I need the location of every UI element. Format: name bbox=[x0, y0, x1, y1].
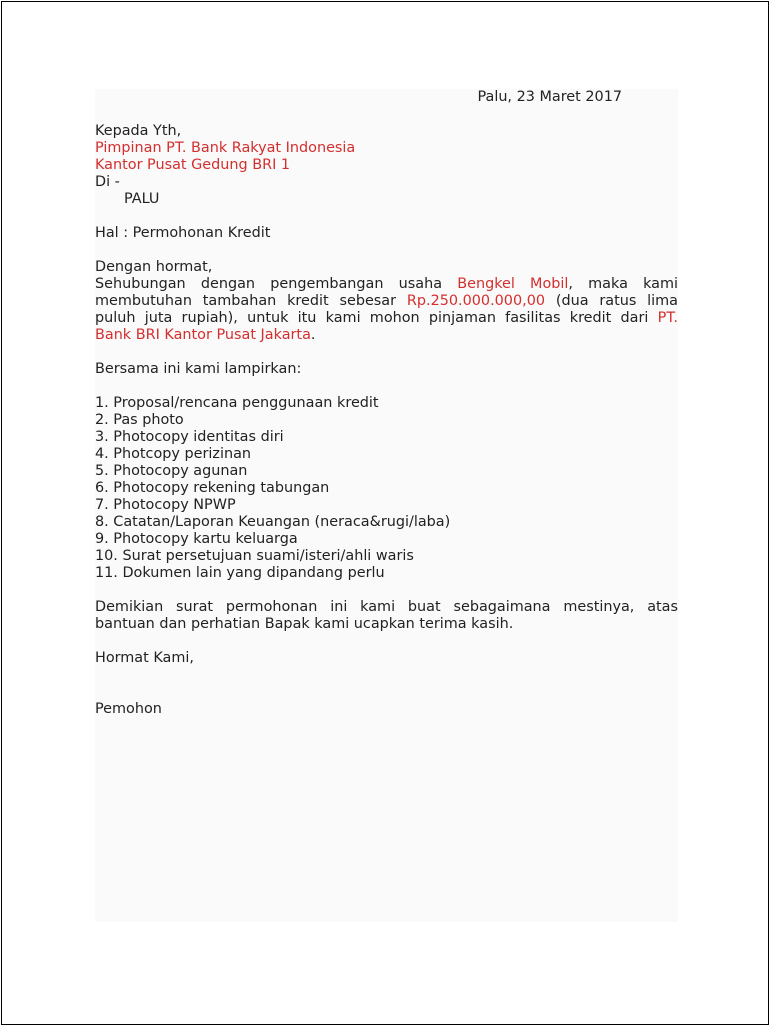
letter-subject: Hal : Permohonan Kredit bbox=[95, 225, 271, 241]
spacer bbox=[95, 633, 678, 650]
body-line bbox=[95, 293, 678, 310]
letter-date: Palu, 23 Maret 2017 bbox=[477, 89, 622, 105]
business-name: Bengkel Mobil bbox=[457, 276, 569, 292]
body-text: puluh juta rupiah), untuk itu kami mohon pinjaman fasilitas kredit dari bbox=[95, 310, 658, 326]
spacer bbox=[95, 344, 678, 361]
list-item: 1. Proposal/rencana penggunaan kredit bbox=[95, 395, 379, 411]
list-item: 4. Photcopy perizinan bbox=[95, 446, 252, 462]
list-item: 8. Catatan/Laporan Keuangan (neraca&rugi/laba) bbox=[95, 514, 451, 530]
spacer bbox=[95, 378, 678, 395]
bank-name: Bank BRI Kantor Pusat Jakarta bbox=[95, 327, 311, 343]
spacer bbox=[95, 242, 678, 259]
signature-space bbox=[95, 667, 678, 701]
body-line bbox=[95, 310, 678, 327]
list-item: 9. Photocopy kartu keluarga bbox=[95, 531, 298, 547]
body-text: , maka kami bbox=[568, 276, 678, 292]
recipient-salutation: Kepada Yth, bbox=[95, 123, 182, 139]
recipient-office: Kantor Pusat Gedung BRI 1 bbox=[95, 157, 291, 173]
list-item: 2. Pas photo bbox=[95, 412, 184, 428]
recipient-to: Di - bbox=[95, 174, 120, 190]
body-text: (dua ratus lima bbox=[545, 293, 678, 309]
letter-body bbox=[95, 276, 678, 344]
body-line bbox=[95, 327, 678, 344]
body-line bbox=[95, 276, 678, 293]
letter-document bbox=[95, 89, 678, 718]
list-item: 11. Dokumen lain yang dipandang perlu bbox=[95, 565, 385, 581]
list-item: 3. Photocopy identitas diri bbox=[95, 429, 284, 445]
closing-paragraph bbox=[95, 599, 678, 633]
closing-line: bantuan dan perhatian Bapak kami ucapkan terima kasih. bbox=[95, 616, 514, 632]
list-item: 5. Photocopy agunan bbox=[95, 463, 248, 479]
recipient-name: Pimpinan PT. Bank Rakyat Indonesia bbox=[95, 140, 356, 156]
letter-greeting: Dengan hormat, bbox=[95, 259, 213, 275]
letter-signer: Pemohon bbox=[95, 701, 162, 717]
recipient-block bbox=[95, 123, 678, 208]
body-text: . bbox=[310, 327, 316, 343]
list-item: 6. Photocopy rekening tabungan bbox=[95, 480, 330, 496]
spacer bbox=[95, 582, 678, 599]
attachments-list bbox=[95, 395, 678, 582]
bank-name: PT. bbox=[657, 310, 678, 326]
list-item: 10. Surat persetujuan suami/isteri/ahli waris bbox=[95, 548, 414, 564]
spacer bbox=[95, 106, 678, 123]
body-text: membutuhan tambahan kredit sebesar bbox=[95, 293, 407, 309]
list-item: 7. Photocopy NPWP bbox=[95, 497, 236, 513]
letter-regards: Hormat Kami, bbox=[95, 650, 194, 666]
closing-line: Demikian surat permohonan ini kami buat sebagaimana mestinya, atas bbox=[95, 599, 678, 615]
spacer bbox=[95, 208, 678, 225]
credit-amount: Rp.250.000.000,00 bbox=[406, 293, 546, 309]
attachments-intro: Bersama ini kami lampirkan: bbox=[95, 361, 302, 377]
body-text: Sehubungan dengan pengembangan usaha bbox=[95, 276, 458, 292]
recipient-city: PALU bbox=[124, 191, 160, 207]
